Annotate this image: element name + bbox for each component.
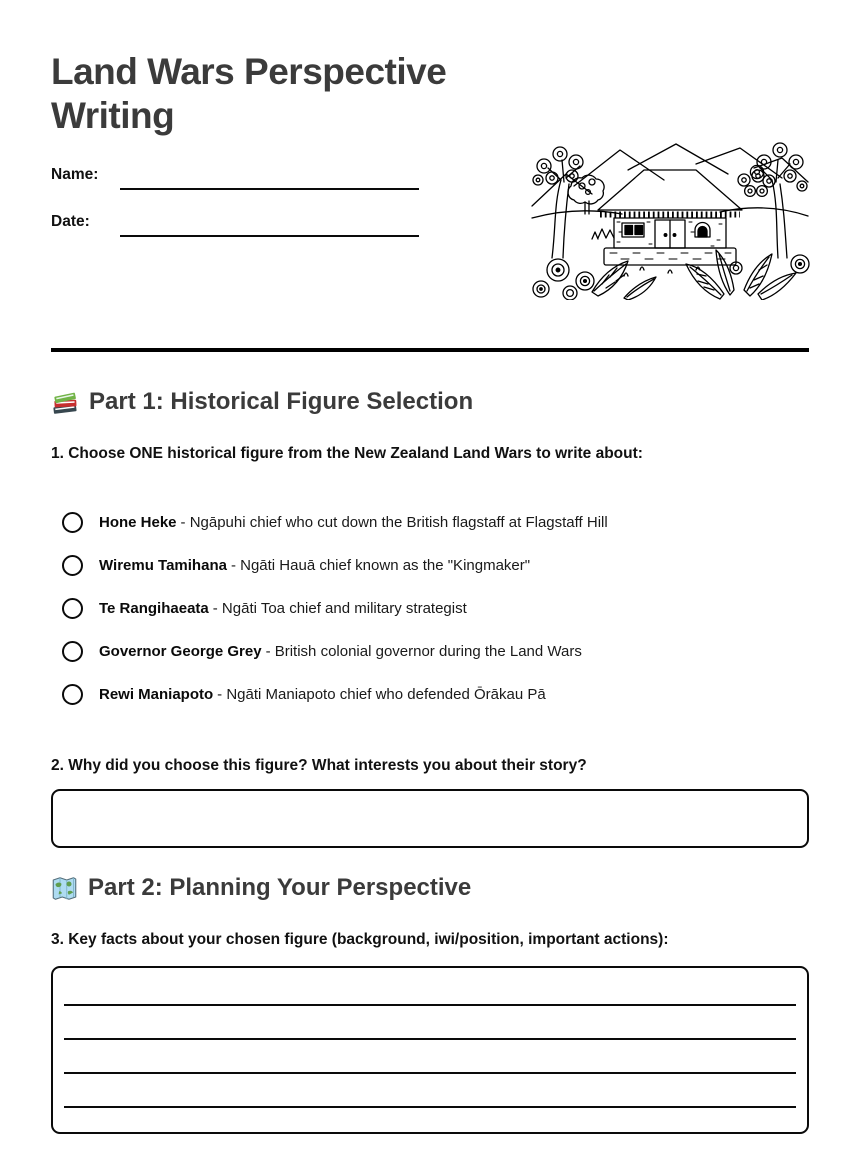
option-description: - Ngāpuhi chief who cut down the British flagstaff at Flagstaff Hill: [180, 513, 608, 531]
writing-line: [64, 1106, 796, 1108]
question-1-label: 1. Choose ONE historical figure from the New Zealand Land Wars to write about:: [51, 445, 643, 462]
option-description: - Ngāti Maniapoto chief who defended Ōrākau Pā: [217, 685, 546, 703]
option-name: Rewi Maniapoto: [99, 685, 214, 703]
option-name: Te Rangihaeata: [99, 599, 209, 617]
question-3-label: 3. Key facts about your chosen figure (background, iwi/position, important actions):: [51, 931, 669, 948]
option-description: - Ngāti Toa chief and military strategist: [212, 599, 467, 617]
part1-heading-label: Part 1: Historical Figure Selection: [89, 388, 474, 415]
whare-scene-illustration: [528, 118, 812, 300]
radio-button[interactable]: [62, 684, 83, 705]
page-title: Land Wars Perspective Writing: [51, 51, 447, 136]
date-input-line[interactable]: [120, 235, 419, 237]
books-icon: [51, 389, 79, 416]
name-input-line[interactable]: [120, 188, 419, 190]
option-description: - British colonial governor during the Land Wars: [265, 642, 582, 660]
writing-line: [64, 1072, 796, 1074]
date-label: Date:: [51, 213, 90, 230]
radio-option-te-rangihaeata[interactable]: [62, 597, 608, 619]
radio-button[interactable]: [62, 641, 83, 662]
section-divider: [51, 348, 809, 352]
option-label: [99, 643, 582, 660]
world-map-icon: [51, 875, 78, 902]
option-name: Governor George Grey: [99, 642, 262, 660]
figure-options-list: [62, 511, 608, 726]
option-label: [99, 686, 546, 703]
radio-button[interactable]: [62, 555, 83, 576]
radio-button[interactable]: [62, 512, 83, 533]
part2-heading-label: Part 2: Planning Your Perspective: [88, 874, 472, 901]
part2-heading: [51, 874, 471, 902]
answer-box-q3[interactable]: [51, 966, 809, 1134]
option-label: [99, 557, 530, 574]
radio-button[interactable]: [62, 598, 83, 619]
radio-option-governor-george-grey[interactable]: [62, 640, 608, 662]
option-name: Hone Heke: [99, 513, 177, 531]
writing-line: [64, 1038, 796, 1040]
answer-box-q2[interactable]: [51, 789, 809, 848]
radio-option-rewi-maniapoto[interactable]: [62, 683, 608, 705]
writing-line: [64, 1004, 796, 1006]
option-name: Wiremu Tamihana: [99, 556, 227, 574]
option-label: [99, 514, 608, 531]
radio-option-wiremu-tamihana[interactable]: [62, 554, 608, 576]
name-label: Name:: [51, 166, 99, 183]
radio-option-hone-heke[interactable]: [62, 511, 608, 533]
option-label: [99, 600, 467, 617]
option-description: - Ngāti Hauā chief known as the "Kingmaker": [230, 556, 531, 574]
part1-heading: [51, 388, 473, 416]
question-2-label: 2. Why did you choose this figure? What interests you about their story?: [51, 757, 587, 774]
